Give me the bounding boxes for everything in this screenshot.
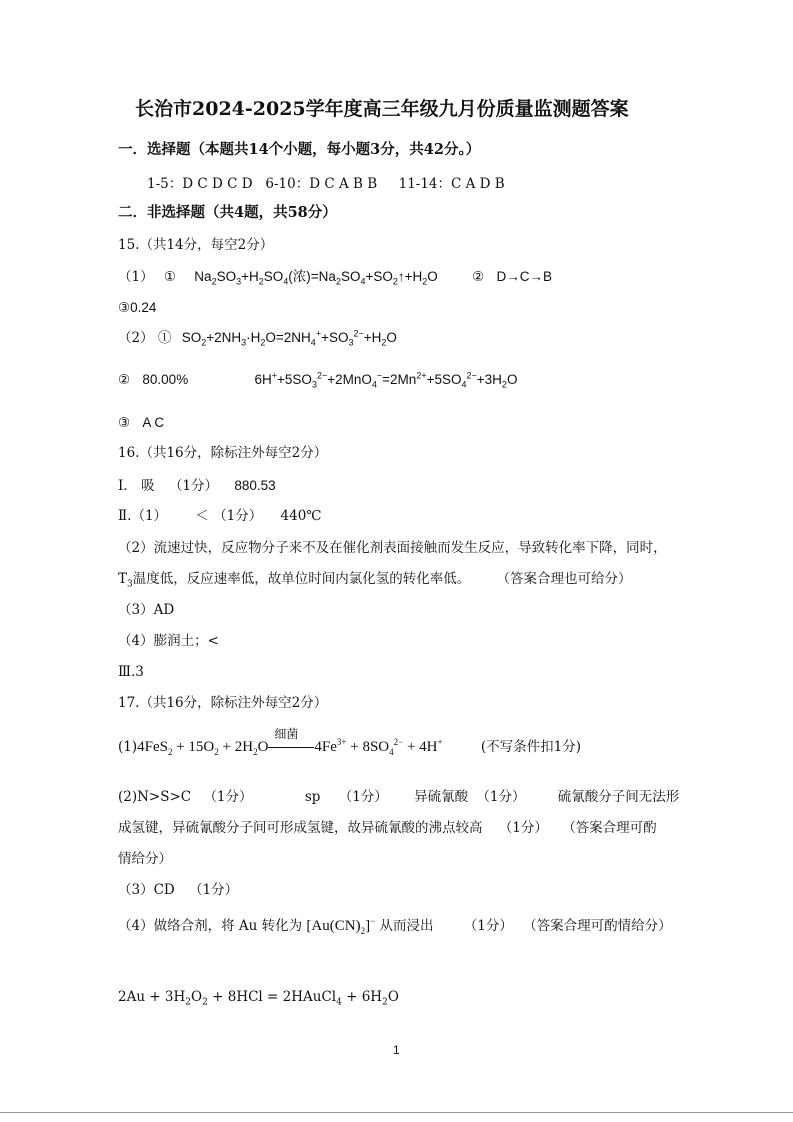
q16-ii-temp: 440℃ — [280, 508, 322, 524]
q15-part2-row — [118, 329, 397, 347]
q15-part1-label: （1） — [118, 269, 154, 285]
q16-ii4: （4）膨润土；< — [118, 633, 219, 649]
q17-p2-line2-note: （答案合理可酌 — [562, 820, 657, 836]
q17-p2-b: sp — [304, 789, 321, 805]
q17-p1-eq: $4FeS_2 + 15O_2 + 2H_2O$ 细菌 $4Fe^{3+} + 8SO_4^{2-} + 4H^+$ — [137, 727, 443, 757]
q17-p2-d: 硫氰酸分子间无法形 — [557, 789, 680, 805]
page-number: 1 — [393, 1043, 400, 1057]
q16-ii-sym: ＜ — [195, 508, 209, 524]
q15-part1-row3 — [118, 299, 156, 317]
q15-part2-row3 — [118, 414, 164, 432]
q17-p2-line2-text: 成氢键，异硫氰酸分子间可形成氢键，故异硫氰酸的沸点较高 — [118, 820, 483, 836]
q17-p2-a-score: （1分） — [203, 789, 253, 805]
q15-header: 15.（共14分，每空2分） — [118, 237, 274, 253]
q17-header: 17.（共16分，除标注外每空2分） — [118, 695, 328, 711]
q16-ii-score: （1分） — [213, 508, 263, 524]
q17-p4-note: （答案合理可酌情给分） — [523, 918, 672, 934]
q17-p3: （3）CD — [118, 882, 175, 898]
q17-p2-line2-score: （1分） — [498, 820, 548, 836]
q15-p2-circled-3: ③ — [118, 415, 131, 431]
q17-p4-row — [118, 917, 672, 935]
q17-p2-a: (2)N>S>C — [118, 789, 192, 805]
section-2-heading: 二．非选择题（共4题，共58分） — [118, 204, 337, 221]
q17-p2-line3: 情给分） — [118, 851, 172, 867]
q15-part2-row2 — [118, 371, 517, 389]
q15-ans3: 0.24 — [130, 300, 157, 315]
section-1-heading: 一．选择题（本题共14个小题，每小题3分，共42分。） — [118, 141, 481, 158]
q16-ii2-note: （答案合理也可给分） — [496, 571, 632, 587]
q15-p2-circled-2: ② — [118, 372, 131, 388]
q15-part2-label: （2） — [118, 330, 154, 346]
bottom-divider — [0, 1112, 793, 1113]
q15-circled-3: ③ — [118, 300, 131, 316]
q17-p1-label: (1) — [118, 739, 138, 755]
q15-pct: 80.00% — [142, 372, 189, 387]
section-1-answers: 1-5：D C D C D 6-10：D C A B B 11-14：C A D B — [147, 176, 505, 192]
q17-p4-complex: $[Au(CN)_2]^-$ — [306, 916, 376, 936]
q15-order: D→C→B — [496, 269, 553, 284]
q15-part1-row — [118, 268, 552, 286]
q15-p2-ans3: A C — [142, 415, 165, 430]
q15-eq2: $SO_2+2NH_3\cdot H_2O=2NH_4^++SO_3^{2-}+H_2O$ — [181, 328, 397, 348]
q17-p4-b: 从而浸出 — [379, 918, 434, 934]
q15-eq3: $6H^++5SO_3^{2-}+2MnO_4^-=2Mn^{2+}+5SO_4^{2-}+3H_2O$ — [254, 370, 518, 390]
q16-ii-row — [118, 507, 321, 525]
q16-header: 16.（共16分，除标注外每空2分） — [118, 445, 328, 461]
q16-t-sub: 3 — [127, 579, 133, 590]
q15-circled-1: ① — [163, 269, 176, 285]
q16-i-label: Ⅰ． — [118, 478, 137, 494]
q17-p4-a: （4）做络合剂，将 Au 转化为 — [118, 918, 303, 934]
q17-p2-c: 异硫氰酸 — [414, 789, 469, 805]
q15-p2-circled-1: ① — [157, 330, 172, 346]
q17-p2-b-score: （1分） — [338, 789, 388, 805]
q17-p2-line2 — [118, 819, 657, 837]
q16-ii2-line1: （2）流速过快，反应物分子来不及在催化剂表面接触而发生反应，导致转化率下降，同时， — [118, 540, 667, 556]
q16-i-row — [118, 477, 276, 495]
q16-ii-label: Ⅱ.（1） — [118, 508, 168, 524]
q17-condition: 细菌 — [274, 727, 299, 741]
q16-i-ans: 吸 — [141, 478, 155, 494]
q17-p2-row — [118, 788, 679, 806]
q16-i-score: （1分） — [168, 478, 219, 494]
q17-p3-score: （1分） — [189, 882, 239, 898]
q17-p5-eq: $2Au + 3H_2O_2 + 8HCl$ = 2HAuCl$_4$ + $6H_2O$ — [118, 989, 399, 1008]
q16-ii3: （3）AD — [118, 602, 175, 618]
q15-eq1: $Na_2SO_3+H_2SO_4$(浓)$=Na_2SO_4+SO_2↑+H_2O$ — [194, 269, 438, 287]
q17-p2-c-score: （1分） — [476, 789, 526, 805]
q17-p4-score: （1分） — [463, 918, 513, 934]
q17-p3-row — [118, 881, 238, 899]
q16-ii2-text: 温度低，反应速率低，故单位时间内氯化氢的转化率低。 — [132, 571, 471, 587]
q17-p1-row — [118, 727, 581, 757]
q16-ii2-line2 — [118, 570, 632, 588]
q16-t-label: T — [118, 571, 128, 587]
page-title: 长治市2024-2025学年度高三年级九月份质量监测题答案 — [135, 98, 629, 120]
q15-circled-2: ② — [472, 269, 485, 285]
q16-iii: Ⅲ.3 — [118, 664, 144, 680]
q16-i-val: 880.53 — [234, 478, 276, 493]
q17-p1-note: (不写条件扣1分) — [480, 739, 581, 755]
